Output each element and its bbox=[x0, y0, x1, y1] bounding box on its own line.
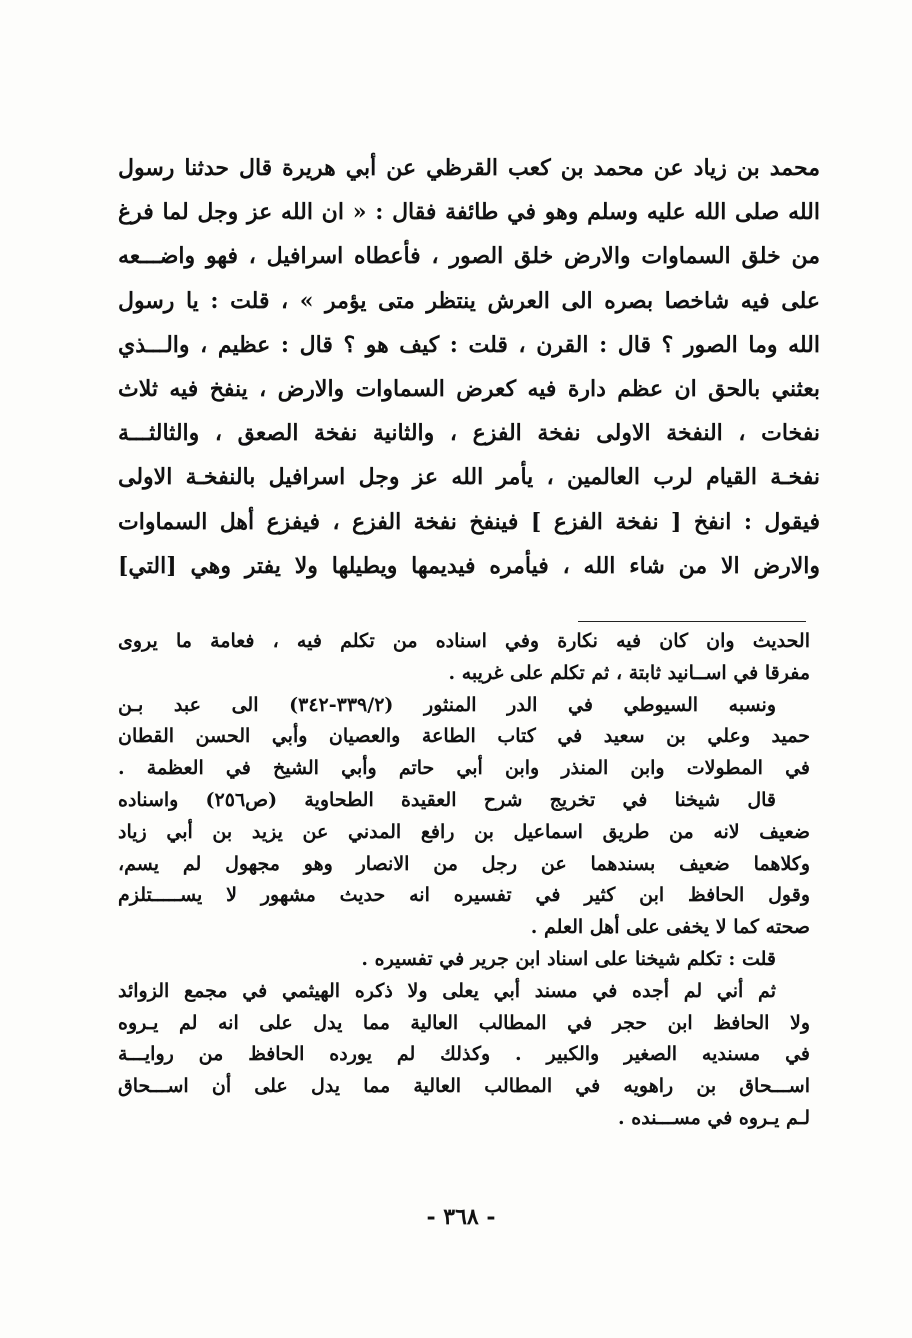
footnote-line: وقول الحافظ ابن كثير في تفسيره انه حديث مشهور لا يســـــتلزم bbox=[118, 884, 810, 907]
footnote-line: في مسنديه الصغير والكبير . وكذلك لم يورده الحافظ من روايـــة bbox=[118, 1043, 810, 1066]
footnote-separator bbox=[578, 621, 806, 622]
footnote-line: اســـحاق بن راهويه في المطالب العالية مما يدل على أن اســـحاق bbox=[118, 1075, 810, 1098]
page-number: - ٣٦٨ - bbox=[426, 1204, 496, 1230]
footnote-line: الحديث وان كان فيه نكارة وفي اسناده من تكلم فيه ، فعامة ما يروى bbox=[118, 630, 810, 652]
main-line: محمد بن زياد عن محمد بن كعب القرظي عن أبي هريرة قال حدثنا رسول bbox=[118, 155, 820, 181]
footnote-line: لـم يـروه في مســـنده . bbox=[618, 1106, 810, 1129]
main-line: والارض الا من شاء الله ، فيأمره فيديمها ويطيلها ولا يفتر وهي [التي] bbox=[118, 552, 820, 579]
footnote-line: حميد وعلي بن سعيد في كتاب الطاعة والعصيان وأبي الحسن القطان bbox=[118, 725, 810, 748]
footnotes bbox=[118, 626, 810, 1135]
main-text bbox=[118, 146, 820, 588]
footnote-line: ضعيف لانه من طريق اسماعيل بن رافع المدني عن يزيد بن أبي زياد bbox=[118, 820, 810, 843]
footnote-line: وكلاهما ضعيف بسندهما عن رجل من الانصار وهو مجهول لم يسم، bbox=[118, 852, 810, 875]
main-line: الله وما الصور ؟ قال : القرن ، قلت : كيف هو ؟ قال : عظيم ، والـــذي bbox=[118, 331, 820, 358]
main-line: نفخات ، النفخة الاولى نفخة الفزع ، والثانية نفخة الصعق ، والثالثـــة bbox=[118, 420, 820, 447]
main-line: بعثني بالحق ان عظم دارة فيه كعرض السماوات والارض ، ينفخ فيه ثلاث bbox=[118, 375, 820, 402]
footnote-line: ثم أني لم أجده في مسند أبي يعلى ولا ذكره الهيثمي في مجمع الزوائد bbox=[118, 979, 776, 1002]
footnote-line: ونسبه السيوطي في الدر المنثور (٣٣٩/٢-٣٤٢) الى عبد بـن bbox=[118, 693, 776, 716]
main-line: فيقول : انفخ [ نفخة الفزع ] فينفخ نفخة الفزع ، فيفزع أهل السماوات bbox=[118, 508, 820, 535]
footnote-line: ولا الحافظ ابن حجر في المطالب العالية مما يدل على انه لم يـروه bbox=[118, 1011, 810, 1034]
main-line: نفخـة القيام لرب العالمين ، يأمر الله عز وجل اسرافيل بالنفخـة الاولى bbox=[118, 464, 820, 491]
footnote-line: قال شيخنا في تخريج شرح العقيدة الطحاوية (ص٢٥٦) واسناده bbox=[118, 788, 776, 811]
footnote-line: صحته كما لا يخفى على أهل العلم . bbox=[530, 916, 810, 939]
footnote-line: في المطولات وابن المنذر وابن أبي حاتم وأبي الشيخ في العظمة . bbox=[118, 757, 810, 780]
main-line: على فيه شاخصا بصره الى العرش ينتظر متى يؤمر » ، قلت : يا رسول bbox=[118, 287, 820, 314]
main-line: الله صلى الله عليه وسلم وهو في طائفة فقال : « ان الله عز وجل لما فرغ bbox=[118, 199, 820, 226]
footnote-line: مفرقا في اســانيد ثابتة ، ثم تكلم على غريبه . bbox=[448, 661, 810, 684]
main-line: من خلق السماوات والارض خلق الصور ، فأعطاه اسرافيل ، فهو واضـــعه bbox=[118, 243, 820, 270]
footnote-line: قلت : تكلم شيخنا على اسناد ابن جرير في تفسيره . bbox=[361, 947, 776, 970]
